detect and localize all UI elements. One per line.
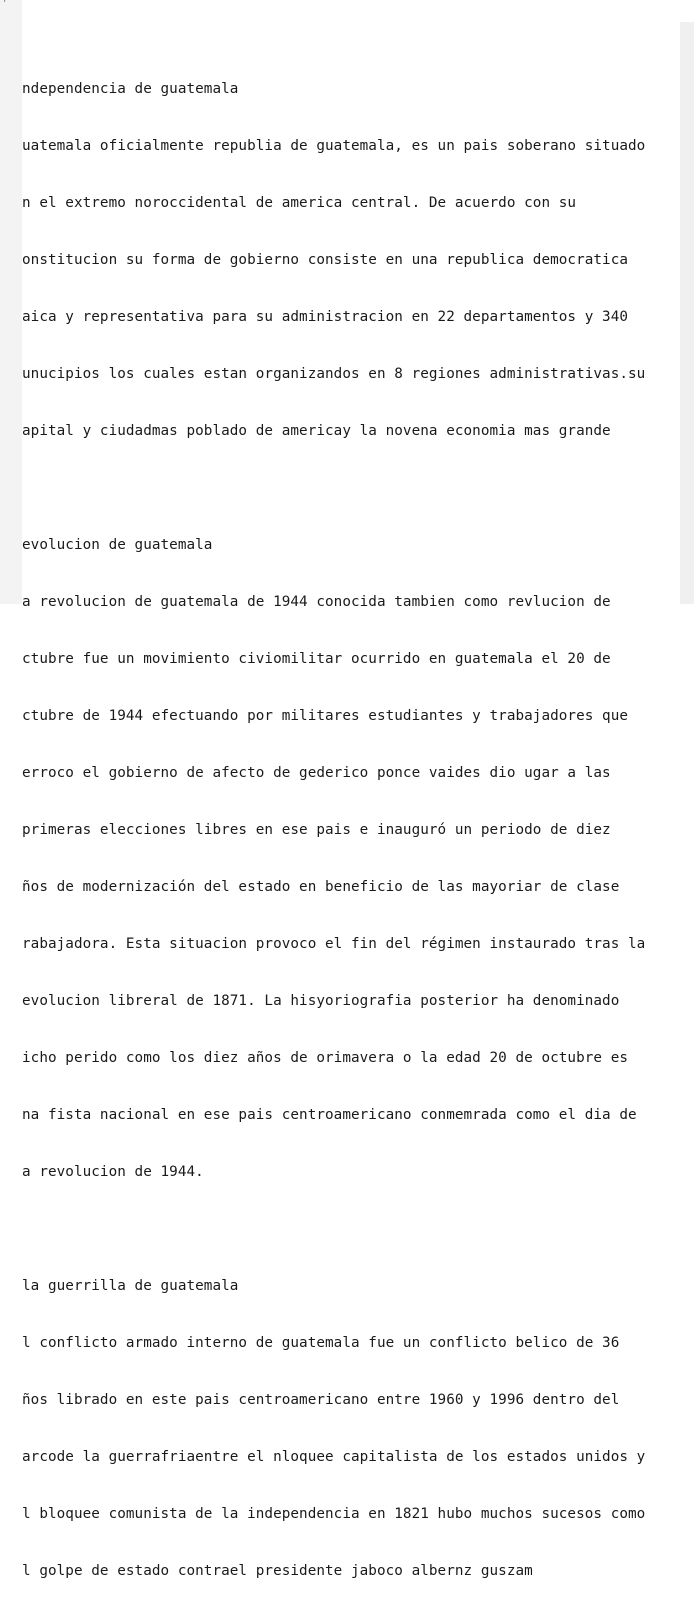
section-title: ndependencia de guatemala [22,81,239,97]
section-title: evolucion de guatemala [22,537,213,553]
blank-line [22,1220,662,1239]
text-line: a revolucion de 1944. [22,1164,204,1180]
text-line: unucipios los cuales estan organizandos en 8 regiones administrativas.su [22,366,646,382]
text-line: evolucion libreral de 1871. La hisyoriografia posterior ha denominado [22,993,620,1009]
text-line: aica y representativa para su administracion en 22 departamentos y 340 [22,309,629,325]
corner-mark: ' [2,0,8,9]
section-title: la guerrilla de guatemala [22,1278,239,1294]
text-line: primeras elecciones libres en ese pais e inauguró un periodo de diez [22,822,611,838]
text-line: apital y ciudadmas poblado de americay la novena economia mas grande [22,423,611,439]
text-line: erroco el gobierno de afecto de gederico ponce vaides dio ugar a las [22,765,611,781]
left-gutter [0,0,22,604]
vertical-scrollbar[interactable] [680,22,694,604]
text-line: n el extremo noroccidental de america central. De acuerdo con su [22,195,577,211]
text-line: rabajadora. Esta situacion provoco el fin del régimen instaurado tras la [22,936,646,952]
text-line: l bloquee comunista de la independencia en 1821 hubo muchos sucesos como [22,1506,646,1522]
text-line: ctubre fue un movimiento civiomilitar ocurrido en guatemala el 20 de [22,651,611,667]
text-line: uatemala oficialmente republia de guatemala, es un pais soberano situado [22,138,646,154]
text-editor[interactable] [22,22,680,1579]
text-line: arcode la guerrafriaentre el nloquee capitalista de los estados unidos y [22,1449,646,1465]
document-content[interactable] [22,42,662,1619]
blank-line [22,479,662,498]
text-line: ños librado en este pais centroamericano entre 1960 y 1996 dentro del [22,1392,620,1408]
text-line: na fista nacional en ese pais centroamericano conmemrada como el dia de [22,1107,637,1123]
text-line: icho perido como los diez años de orimavera o la edad 20 de octubre es [22,1050,629,1066]
text-line: l golpe de estado contrael presidente jaboco albernz guszam [22,1563,533,1579]
text-line: a revolucion de guatemala de 1944 conocida tambien como revlucion de [22,594,611,610]
text-line: ños de modernización del estado en beneficio de las mayoriar de clase [22,879,620,895]
text-line: l conflicto armado interno de guatemala fue un conflicto belico de 36 [22,1335,620,1351]
text-line: ctubre de 1944 efectuando por militares estudiantes y trabajadores que [22,708,629,724]
text-line: onstitucion su forma de gobierno consiste en una republica democratica [22,252,629,268]
